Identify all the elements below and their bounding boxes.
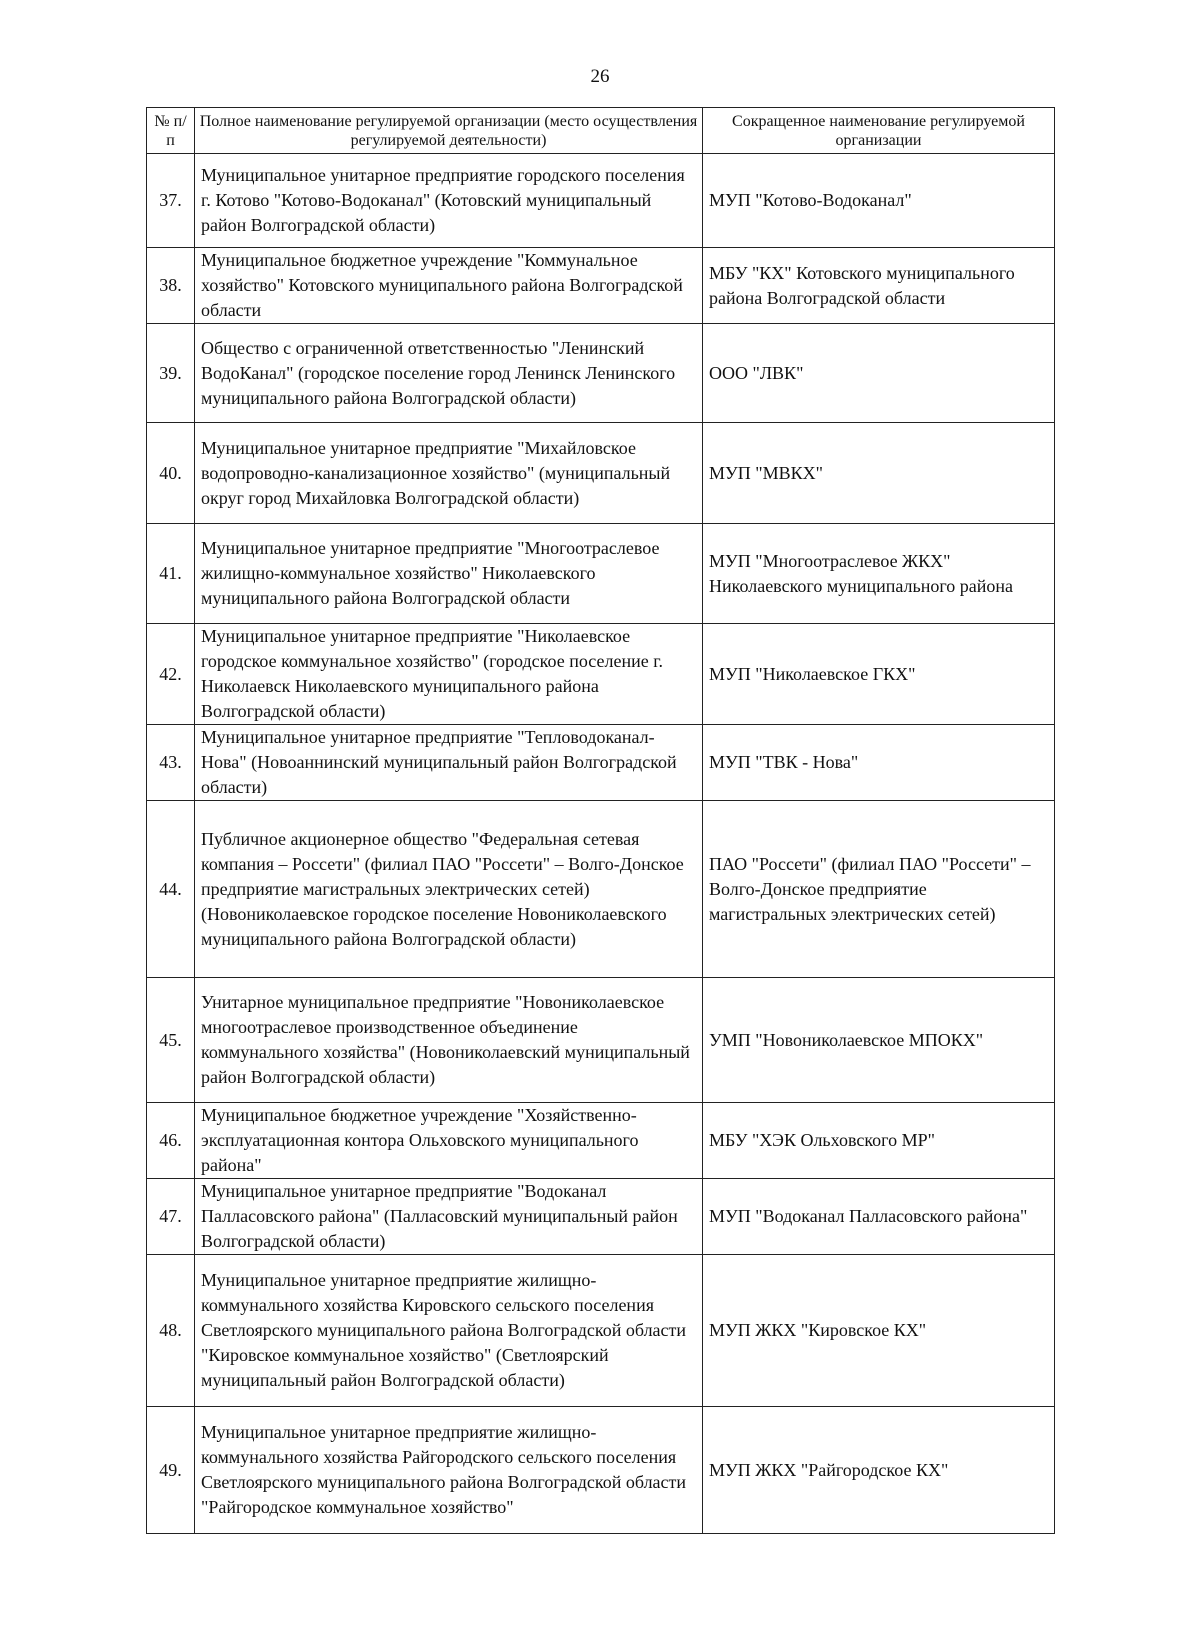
header-short-name: Сокращенное наименование регулируемой организации: [703, 108, 1055, 154]
row-full-name: Муниципальное унитарное предприятие "Николаевское городское коммунальное хозяйство" (городское поселение г. Николаевск Николаевского муниципального района Волгоградской области): [195, 624, 703, 725]
row-full-name: Муниципальное унитарное предприятие "Тепловодоканал-Нова" (Новоаннинский муниципальный район Волгоградской области): [195, 725, 703, 801]
table-row: [147, 624, 1055, 725]
row-number: 40.: [147, 423, 195, 524]
row-short-name: МУП "ТВК - Нова": [703, 725, 1055, 801]
row-short-name: ООО "ЛВК": [703, 324, 1055, 423]
row-full-name: Публичное акционерное общество "Федеральная сетевая компания – Россети" (филиал ПАО "Россети" – Волго-Донское предприятие магистральных электрических сетей) (Новониколаевское городское поселение Новониколаевского муниципального района Волгоградской области): [195, 801, 703, 978]
row-full-name: Муниципальное унитарное предприятие "Михайловское водопроводно-канализационное хозяйство" (муниципальный округ город Михайловка Волгоградской области): [195, 423, 703, 524]
row-full-name: Муниципальное унитарное предприятие жилищно-коммунального хозяйства Кировского сельского поселения Светлоярского муниципального района Волгоградской области "Кировское коммунальное хозяйство" (Светлоярский муниципальный район Волгоградской области): [195, 1255, 703, 1407]
row-short-name: МУП "Многоотраслевое ЖКХ" Николаевского муниципального района: [703, 524, 1055, 624]
row-number: 39.: [147, 324, 195, 423]
row-full-name: Муниципальное унитарное предприятие "Многоотраслевое жилищно-коммунальное хозяйство" Николаевского муниципального района Волгоградской области: [195, 524, 703, 624]
table-row: [147, 978, 1055, 1103]
row-full-name: Муниципальное унитарное предприятие жилищно-коммунального хозяйства Райгородского сельского поселения Светлоярского муниципального района Волгоградской области "Райгородское коммунальное хозяйство": [195, 1407, 703, 1534]
header-full-name: Полное наименование регулируемой организации (место осуществления регулируемой деятельности): [195, 108, 703, 154]
table-row: [147, 524, 1055, 624]
table-row: [147, 324, 1055, 423]
row-short-name: МБУ "ХЭК Ольховского МР": [703, 1103, 1055, 1179]
row-number: 49.: [147, 1407, 195, 1534]
table-row: [147, 423, 1055, 524]
row-number: 37.: [147, 154, 195, 248]
row-full-name: Муниципальное унитарное предприятие городского поселения г. Котово "Котово-Водоканал" (Котовский муниципальный район Волгоградской области): [195, 154, 703, 248]
regulated-organizations-table: [146, 107, 1055, 1534]
table-row: [147, 801, 1055, 978]
row-number: 47.: [147, 1179, 195, 1255]
row-number: 43.: [147, 725, 195, 801]
row-short-name: МУП ЖКХ "Кировское КХ": [703, 1255, 1055, 1407]
table-row: [147, 1179, 1055, 1255]
header-number: № п/п: [147, 108, 195, 154]
row-full-name: Унитарное муниципальное предприятие "Новониколаевское многоотраслевое производственное объединение коммунального хозяйства" (Новониколаевский муниципальный район Волгоградской области): [195, 978, 703, 1103]
table-row: [147, 1103, 1055, 1179]
row-short-name: МУП "Котово-Водоканал": [703, 154, 1055, 248]
row-full-name: Муниципальное бюджетное учреждение "Хозяйственно-эксплуатационная контора Ольховского муниципального района": [195, 1103, 703, 1179]
table-row: [147, 1407, 1055, 1534]
row-number: 44.: [147, 801, 195, 978]
row-number: 42.: [147, 624, 195, 725]
row-full-name: Муниципальное унитарное предприятие "Водоканал Палласовского района" (Палласовский муниципальный район Волгоградской области): [195, 1179, 703, 1255]
page-number: 26: [590, 66, 610, 87]
row-number: 38.: [147, 248, 195, 324]
table-row: [147, 154, 1055, 248]
table-row: [147, 248, 1055, 324]
row-short-name: МУП "Николаевское ГКХ": [703, 624, 1055, 725]
row-number: 48.: [147, 1255, 195, 1407]
table-row: [147, 1255, 1055, 1407]
row-short-name: ПАО "Россети" (филиал ПАО "Россети" – Волго-Донское предприятие магистральных электрических сетей): [703, 801, 1055, 978]
row-short-name: МУП "Водоканал Палласовского района": [703, 1179, 1055, 1255]
row-full-name: Муниципальное бюджетное учреждение "Коммунальное хозяйство" Котовского муниципального района Волгоградской области: [195, 248, 703, 324]
row-short-name: МБУ "КХ" Котовского муниципального района Волгоградской области: [703, 248, 1055, 324]
row-full-name: Общество с ограниченной ответственностью "Ленинский ВодоКанал" (городское поселение город Ленинск Ленинского муниципального района Волгоградской области): [195, 324, 703, 423]
row-short-name: МУП "МВКХ": [703, 423, 1055, 524]
table-row: [147, 725, 1055, 801]
row-number: 45.: [147, 978, 195, 1103]
row-short-name: МУП ЖКХ "Райгородское КХ": [703, 1407, 1055, 1534]
row-number: 41.: [147, 524, 195, 624]
table-header-row: [147, 108, 1055, 154]
row-number: 46.: [147, 1103, 195, 1179]
row-short-name: УМП "Новониколаевское МПОКХ": [703, 978, 1055, 1103]
